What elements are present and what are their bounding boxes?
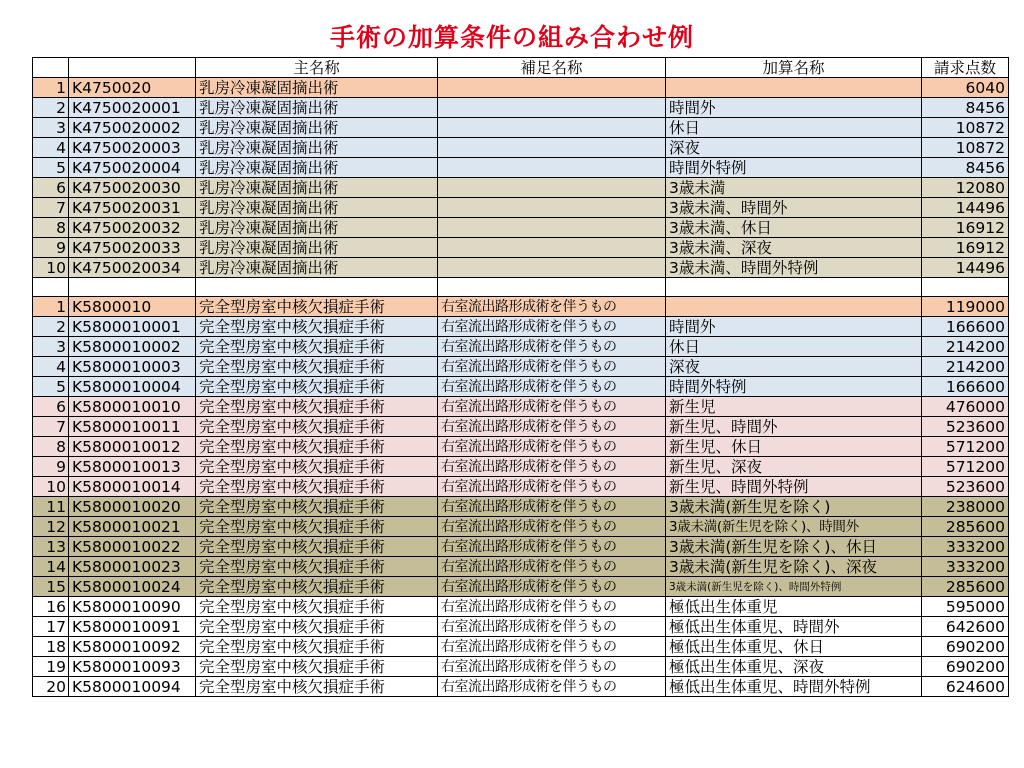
row-number: 4 [33, 357, 69, 377]
claim-points: 14496 [922, 198, 1009, 218]
addition-name: 新生児、深夜 [666, 457, 922, 477]
addition-name [666, 78, 922, 98]
table-row [33, 617, 1009, 637]
claim-points: 6040 [922, 78, 1009, 98]
claim-points: 14496 [922, 258, 1009, 278]
supplement-name [438, 138, 666, 158]
procedure-code: K5800010013 [69, 457, 196, 477]
row-number: 1 [33, 297, 69, 317]
row-number: 5 [33, 158, 69, 178]
procedure-code: K5800010094 [69, 677, 196, 697]
supplement-name: 右室流出路形成術を伴うもの [438, 497, 666, 517]
supplement-name: 右室流出路形成術を伴うもの [438, 597, 666, 617]
table-row [33, 78, 1009, 98]
header-main-name: 主名称 [196, 58, 438, 78]
claim-points: 595000 [922, 597, 1009, 617]
procedure-code: K5800010021 [69, 517, 196, 537]
supplement-name: 右室流出路形成術を伴うもの [438, 577, 666, 597]
supplement-name [438, 158, 666, 178]
addition-name: 新生児、時間外特例 [666, 477, 922, 497]
row-number: 3 [33, 337, 69, 357]
main-name: 乳房冷凍凝固摘出術 [196, 138, 438, 158]
claim-points: 166600 [922, 317, 1009, 337]
header-supplement-name: 補足名称 [438, 58, 666, 78]
procedure-code: K5800010022 [69, 537, 196, 557]
addition-name: 時間外 [666, 98, 922, 118]
supplement-name: 右室流出路形成術を伴うもの [438, 417, 666, 437]
table-row [33, 337, 1009, 357]
supplement-name: 右室流出路形成術を伴うもの [438, 517, 666, 537]
procedure-code: K4750020002 [69, 118, 196, 138]
claim-points: 238000 [922, 497, 1009, 517]
row-number: 6 [33, 178, 69, 198]
procedure-code: K4750020030 [69, 178, 196, 198]
main-name: 完全型房室中核欠損症手術 [196, 677, 438, 697]
supplement-name [438, 218, 666, 238]
procedure-code: K4750020003 [69, 138, 196, 158]
procedure-code: K5800010092 [69, 637, 196, 657]
supplement-name: 右室流出路形成術を伴うもの [438, 357, 666, 377]
addition-name: 3歳未満 [666, 178, 922, 198]
procedure-code: K4750020 [69, 78, 196, 98]
supplement-name: 右室流出路形成術を伴うもの [438, 337, 666, 357]
addition-name: 時間外特例 [666, 158, 922, 178]
claim-points: 16912 [922, 238, 1009, 258]
procedure-code: K5800010090 [69, 597, 196, 617]
supplement-name: 右室流出路形成術を伴うもの [438, 317, 666, 337]
main-name: 完全型房室中核欠損症手術 [196, 337, 438, 357]
main-name: 完全型房室中核欠損症手術 [196, 457, 438, 477]
supplement-name: 右室流出路形成術を伴うもの [438, 477, 666, 497]
row-number: 5 [33, 377, 69, 397]
addition-name: 極低出生体重児、時間外 [666, 617, 922, 637]
main-name: 完全型房室中核欠損症手術 [196, 557, 438, 577]
claim-points: 333200 [922, 557, 1009, 577]
addition-name: 新生児、時間外 [666, 417, 922, 437]
claim-points: 571200 [922, 457, 1009, 477]
table-row [33, 597, 1009, 617]
header-points: 請求点数 [922, 58, 1009, 78]
main-name: 乳房冷凍凝固摘出術 [196, 118, 438, 138]
table-row [33, 497, 1009, 517]
supplement-name: 右室流出路形成術を伴うもの [438, 677, 666, 697]
table-row [33, 377, 1009, 397]
main-name: 乳房冷凍凝固摘出術 [196, 178, 438, 198]
main-name: 完全型房室中核欠損症手術 [196, 477, 438, 497]
addition-name: 極低出生体重児 [666, 597, 922, 617]
main-name: 乳房冷凍凝固摘出術 [196, 238, 438, 258]
addition-name: 深夜 [666, 357, 922, 377]
row-number: 6 [33, 397, 69, 417]
row-number: 13 [33, 537, 69, 557]
supplement-name [438, 98, 666, 118]
main-name: 完全型房室中核欠損症手術 [196, 397, 438, 417]
addition-name: 3歳未満(新生児を除く)、時間外 [666, 517, 922, 537]
empty-cell [438, 278, 666, 297]
claim-points: 10872 [922, 118, 1009, 138]
addition-name: 3歳未満、深夜 [666, 238, 922, 258]
table-row [33, 258, 1009, 278]
supplement-name: 右室流出路形成術を伴うもの [438, 637, 666, 657]
table-row [33, 98, 1009, 118]
row-number: 1 [33, 78, 69, 98]
addition-name: 3歳未満、時間外特例 [666, 258, 922, 278]
addition-name: 新生児 [666, 397, 922, 417]
header-code [69, 58, 196, 78]
main-name: 完全型房室中核欠損症手術 [196, 437, 438, 457]
main-name: 完全型房室中核欠損症手術 [196, 577, 438, 597]
header-no [33, 58, 69, 78]
addition-name: 極低出生体重児、深夜 [666, 657, 922, 677]
addition-name: 休日 [666, 337, 922, 357]
addition-name: 3歳未満(新生児を除く) [666, 497, 922, 517]
table-row [33, 118, 1009, 138]
main-name: 完全型房室中核欠損症手術 [196, 517, 438, 537]
claim-points: 8456 [922, 98, 1009, 118]
main-name: 完全型房室中核欠損症手術 [196, 657, 438, 677]
procedure-code: K4750020031 [69, 198, 196, 218]
empty-cell [196, 278, 438, 297]
table-row [33, 218, 1009, 238]
addition-name: 3歳未満(新生児を除く)、休日 [666, 537, 922, 557]
row-number: 20 [33, 677, 69, 697]
addition-name: 時間外特例 [666, 377, 922, 397]
procedure-code: K5800010020 [69, 497, 196, 517]
main-name: 乳房冷凍凝固摘出術 [196, 258, 438, 278]
supplement-name [438, 238, 666, 258]
row-number: 15 [33, 577, 69, 597]
addition-name: 3歳未満(新生児を除く)、深夜 [666, 557, 922, 577]
procedure-code: K5800010002 [69, 337, 196, 357]
header-row [33, 58, 1009, 78]
claim-points: 12080 [922, 178, 1009, 198]
supplement-name: 右室流出路形成術を伴うもの [438, 377, 666, 397]
table-row [33, 238, 1009, 258]
supplement-name [438, 78, 666, 98]
claim-points: 285600 [922, 577, 1009, 597]
table-row [33, 637, 1009, 657]
claim-points: 690200 [922, 637, 1009, 657]
table-row [33, 557, 1009, 577]
claim-points: 642600 [922, 617, 1009, 637]
procedure-code: K4750020004 [69, 158, 196, 178]
procedure-code: K4750020001 [69, 98, 196, 118]
table-row [33, 677, 1009, 697]
supplement-name [438, 118, 666, 138]
row-number: 17 [33, 617, 69, 637]
supplement-name: 右室流出路形成術を伴うもの [438, 617, 666, 637]
procedure-code: K4750020032 [69, 218, 196, 238]
row-number: 2 [33, 317, 69, 337]
main-name: 完全型房室中核欠損症手術 [196, 617, 438, 637]
table-row [33, 457, 1009, 477]
addition-name: 3歳未満(新生児を除く)、時間外特例 [666, 577, 922, 597]
main-name: 完全型房室中核欠損症手術 [196, 597, 438, 617]
row-number: 11 [33, 497, 69, 517]
main-name: 完全型房室中核欠損症手術 [196, 297, 438, 317]
claim-points: 16912 [922, 218, 1009, 238]
table-row [33, 517, 1009, 537]
addition-name: 極低出生体重児、時間外特例 [666, 677, 922, 697]
addition-name: 極低出生体重児、休日 [666, 637, 922, 657]
claim-points: 624600 [922, 677, 1009, 697]
addition-name: 3歳未満、時間外 [666, 198, 922, 218]
row-number: 4 [33, 138, 69, 158]
table-row [33, 657, 1009, 677]
row-number: 8 [33, 218, 69, 238]
empty-cell [666, 278, 922, 297]
header-addition-name: 加算名称 [666, 58, 922, 78]
main-name: 完全型房室中核欠損症手術 [196, 637, 438, 657]
table-row [33, 138, 1009, 158]
claim-points: 523600 [922, 417, 1009, 437]
row-number: 8 [33, 437, 69, 457]
procedure-code: K5800010023 [69, 557, 196, 577]
supplement-name [438, 198, 666, 218]
table-row [33, 178, 1009, 198]
row-number: 19 [33, 657, 69, 677]
supplement-name: 右室流出路形成術を伴うもの [438, 657, 666, 677]
empty-cell [33, 278, 69, 297]
spacer-row [33, 278, 1009, 297]
procedure-code: K4750020034 [69, 258, 196, 278]
addition-name: 深夜 [666, 138, 922, 158]
procedure-code: K5800010003 [69, 357, 196, 377]
table-row [33, 477, 1009, 497]
main-name: 乳房冷凍凝固摘出術 [196, 78, 438, 98]
procedure-code: K5800010012 [69, 437, 196, 457]
claim-points: 285600 [922, 517, 1009, 537]
procedure-code: K5800010091 [69, 617, 196, 637]
row-number: 7 [33, 417, 69, 437]
table-row [33, 158, 1009, 178]
claim-points: 333200 [922, 537, 1009, 557]
main-name: 完全型房室中核欠損症手術 [196, 377, 438, 397]
table-body [33, 78, 1009, 697]
main-name: 完全型房室中核欠損症手術 [196, 537, 438, 557]
row-number: 18 [33, 637, 69, 657]
procedure-code: K5800010093 [69, 657, 196, 677]
claim-points: 214200 [922, 357, 1009, 377]
claim-points: 690200 [922, 657, 1009, 677]
procedure-code: K5800010 [69, 297, 196, 317]
procedure-code: K5800010004 [69, 377, 196, 397]
main-name: 完全型房室中核欠損症手術 [196, 317, 438, 337]
row-number: 10 [33, 477, 69, 497]
row-number: 2 [33, 98, 69, 118]
row-number: 3 [33, 118, 69, 138]
main-name: 乳房冷凍凝固摘出術 [196, 218, 438, 238]
claim-points: 166600 [922, 377, 1009, 397]
empty-cell [69, 278, 196, 297]
table-row [33, 357, 1009, 377]
procedure-code: K5800010001 [69, 317, 196, 337]
supplement-name [438, 178, 666, 198]
supplement-name: 右室流出路形成術を伴うもの [438, 557, 666, 577]
supplement-name: 右室流出路形成術を伴うもの [438, 397, 666, 417]
table-row [33, 537, 1009, 557]
addition-name: 時間外 [666, 317, 922, 337]
claim-points: 214200 [922, 337, 1009, 357]
supplement-name: 右室流出路形成術を伴うもの [438, 437, 666, 457]
supplement-name: 右室流出路形成術を伴うもの [438, 537, 666, 557]
claim-points: 8456 [922, 158, 1009, 178]
table-row [33, 297, 1009, 317]
claim-points: 571200 [922, 437, 1009, 457]
claim-points: 119000 [922, 297, 1009, 317]
row-number: 16 [33, 597, 69, 617]
row-number: 7 [33, 198, 69, 218]
row-number: 10 [33, 258, 69, 278]
main-name: 乳房冷凍凝固摘出術 [196, 98, 438, 118]
main-name: 完全型房室中核欠損症手術 [196, 357, 438, 377]
row-number: 12 [33, 517, 69, 537]
procedure-code: K5800010011 [69, 417, 196, 437]
claim-points: 523600 [922, 477, 1009, 497]
procedure-code: K5800010024 [69, 577, 196, 597]
procedure-code: K5800010014 [69, 477, 196, 497]
empty-cell [922, 278, 1009, 297]
main-name: 完全型房室中核欠損症手術 [196, 497, 438, 517]
table-row [33, 198, 1009, 218]
main-name: 乳房冷凍凝固摘出術 [196, 198, 438, 218]
procedure-code: K4750020033 [69, 238, 196, 258]
table-row [33, 417, 1009, 437]
procedure-code: K5800010010 [69, 397, 196, 417]
row-number: 9 [33, 457, 69, 477]
table-row [33, 317, 1009, 337]
addition-name: 休日 [666, 118, 922, 138]
supplement-name: 右室流出路形成術を伴うもの [438, 297, 666, 317]
addition-name: 3歳未満、休日 [666, 218, 922, 238]
table-row [33, 437, 1009, 457]
main-name: 完全型房室中核欠損症手術 [196, 417, 438, 437]
row-number: 9 [33, 238, 69, 258]
claim-points: 10872 [922, 138, 1009, 158]
page-title: 手術の加算条件の組み合わせ例 [329, 23, 694, 52]
addition-name: 新生児、休日 [666, 437, 922, 457]
table-row [33, 577, 1009, 597]
supplement-name [438, 258, 666, 278]
table-row [33, 397, 1009, 417]
surgery-fee-table [32, 57, 1009, 697]
row-number: 14 [33, 557, 69, 577]
main-name: 乳房冷凍凝固摘出術 [196, 158, 438, 178]
claim-points: 476000 [922, 397, 1009, 417]
addition-name [666, 297, 922, 317]
supplement-name: 右室流出路形成術を伴うもの [438, 457, 666, 477]
